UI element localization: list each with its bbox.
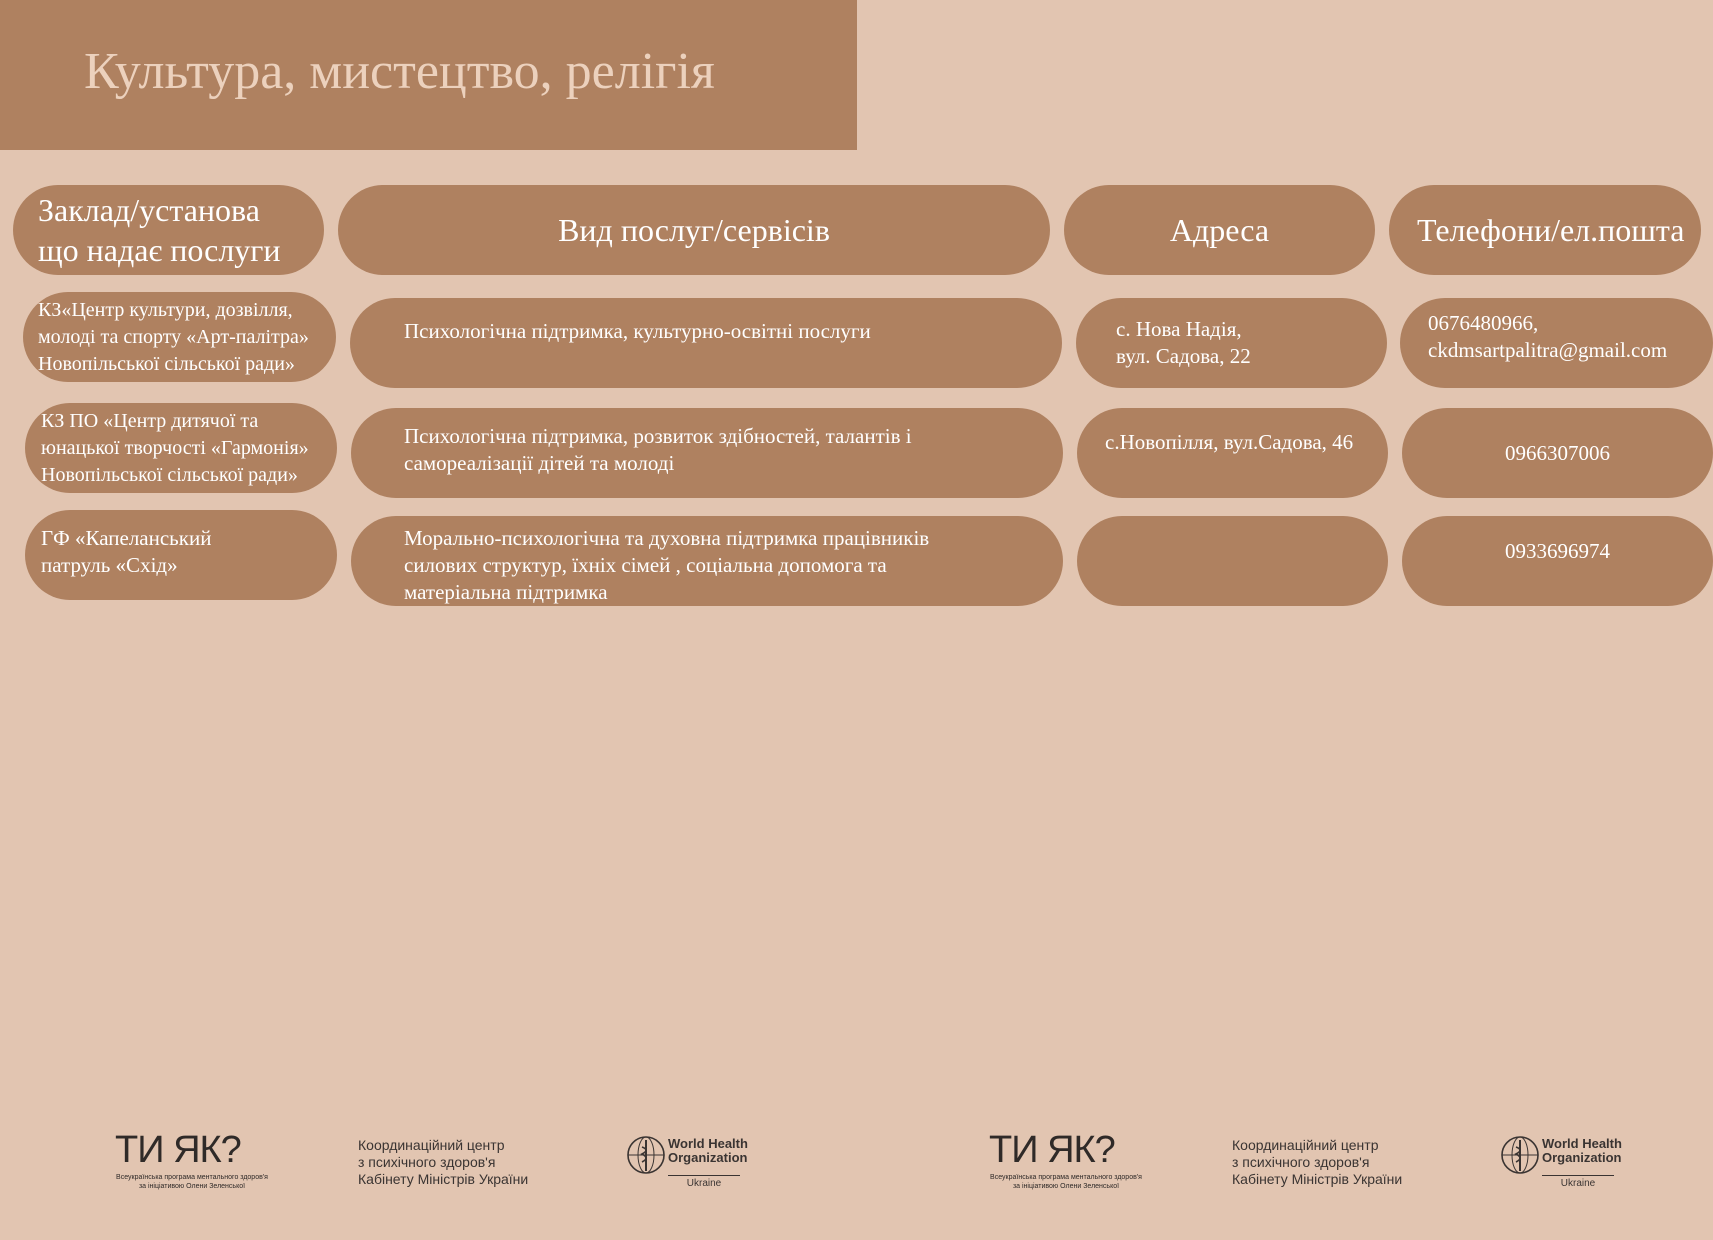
who-logo: World Health Organization Ukraine [626, 1135, 756, 1195]
table-row-1-address [1076, 298, 1387, 388]
table-row-1-contacts [1400, 298, 1713, 388]
institution-text: КЗ ПО «Центр дитячої та юнацької творчості «Гармонія» Новопільської сільської ради» [41, 409, 309, 486]
who-emblem-icon [626, 1135, 666, 1175]
institution-text: КЗ«Центр культури, дозвілля, молоді та спорту «Арт-палітра» Новопільської сільської ради» [38, 298, 309, 375]
contacts-text: 0933696974 [1505, 539, 1610, 563]
table-row-3-contacts [1402, 516, 1713, 606]
footer-logos-2 [856, 1125, 1713, 1195]
address-text: с. Нова Надія, вул. Садова, 22 [1116, 317, 1251, 368]
header-service: Вид послуг/сервісів [338, 185, 1050, 275]
who-emblem-icon [1500, 1135, 1540, 1175]
table-row-2-service [351, 408, 1063, 498]
table-row-1-institution [23, 292, 336, 382]
table-row-2-contacts [1402, 408, 1713, 498]
table-row-2-institution [25, 403, 337, 493]
header-contacts: Телефони/ел.пошта [1389, 185, 1701, 275]
table-row-3-service [351, 516, 1063, 606]
tyak-logo: ТИ ЯК? Всеукраїнська програма ментального здоров'я за ініціативою Олени Зеленської [115, 1129, 268, 1190]
service-text: Психологічна підтримка, розвиток здібностей, талантів і самореалізації дітей та молоді [404, 424, 912, 475]
table-row-1-service [350, 298, 1062, 388]
service-text: Морально-психологічна та духовна підтримка працівників силових структур, їхніх сімей , соціальна допомога та матеріальна підтримка [404, 526, 930, 604]
contacts-text: 0676480966, ckdmsartpalitra@gmail.com [1428, 311, 1668, 362]
footer-logos-1 [0, 1125, 856, 1195]
address-text: с.Новопілля, вул.Садова, 46 [1105, 430, 1354, 454]
who-logo: World Health Organization Ukraine [1500, 1135, 1630, 1195]
institution-text: ГФ «Капеланський патруль «Схід» [41, 526, 212, 577]
table-row-3-address [1077, 516, 1388, 606]
title-band [0, 0, 857, 150]
coordination-center-logo: Координаційний центр з психічного здоров'я Кабінету Міністрів України [358, 1137, 529, 1187]
coordination-center-logo: Координаційний центр з психічного здоров'я Кабінету Міністрів України [1232, 1137, 1403, 1187]
table-row-3-institution [25, 510, 337, 600]
header-address: Адреса [1064, 185, 1375, 275]
table-row-2-address [1077, 408, 1388, 498]
service-text: Психологічна підтримка, культурно-освітні послуги [404, 319, 871, 343]
page-title: Культура, мистецтво, релігія [84, 43, 715, 100]
tyak-logo: ТИ ЯК? Всеукраїнська програма ментального здоров'я за ініціативою Олени Зеленської [989, 1129, 1142, 1190]
contacts-text: 0966307006 [1505, 440, 1610, 465]
header-institution: Заклад/установа що надає послуги [13, 185, 324, 275]
